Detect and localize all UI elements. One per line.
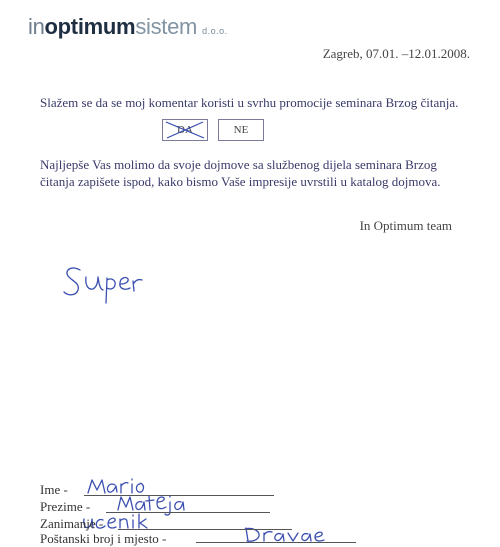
request-line-2: čitanja zapišete ispod, kako bismo Vaše impresije uvrstili u katalog dojmova. <box>40 174 441 189</box>
field-ime-label: Ime - <box>40 482 68 497</box>
field-prezime <box>40 499 90 515</box>
consent-statement: Slažem se da se moj komentar koristi u svrhu promocije seminara Brzog čitanja. <box>40 95 459 110</box>
consent-yes-checkbox[interactable] <box>162 119 208 141</box>
feedback-request <box>40 156 480 190</box>
logo-suffix: d.o.o. <box>202 26 228 36</box>
field-prezime-line[interactable] <box>106 512 270 513</box>
handwritten-ime <box>88 479 143 493</box>
handwritten-comment <box>64 268 142 303</box>
field-ime-line[interactable] <box>84 495 274 496</box>
field-postanski-label: Poštanski broj i mjesto - <box>40 531 167 546</box>
field-ime <box>40 482 68 498</box>
team-signature: In Optimum team <box>359 218 452 233</box>
field-postanski <box>40 531 166 547</box>
logo-part-sistem: sistem <box>135 14 198 39</box>
field-prezime-label: Prezime - <box>40 499 91 514</box>
place-date: Zagreb, 07.01. –12.01.2008. <box>322 46 470 61</box>
request-line-1: Najljepše Vas molimo da svoje dojmove sa službenog dijela seminara Brzog <box>40 157 437 172</box>
cross-mark-icon <box>163 120 207 140</box>
company-logo <box>28 14 228 40</box>
logo-part-in: in <box>28 14 45 39</box>
field-zanimanje <box>40 516 103 532</box>
consent-no-checkbox[interactable] <box>218 119 264 141</box>
field-zanimanje-line[interactable] <box>118 529 292 530</box>
logo-part-optimum: optimum <box>44 14 136 39</box>
consent-no-label: NE <box>233 124 249 136</box>
consent-yes-label: DA <box>177 124 193 136</box>
field-zanimanje-label: Zanimanje - <box>40 516 104 531</box>
